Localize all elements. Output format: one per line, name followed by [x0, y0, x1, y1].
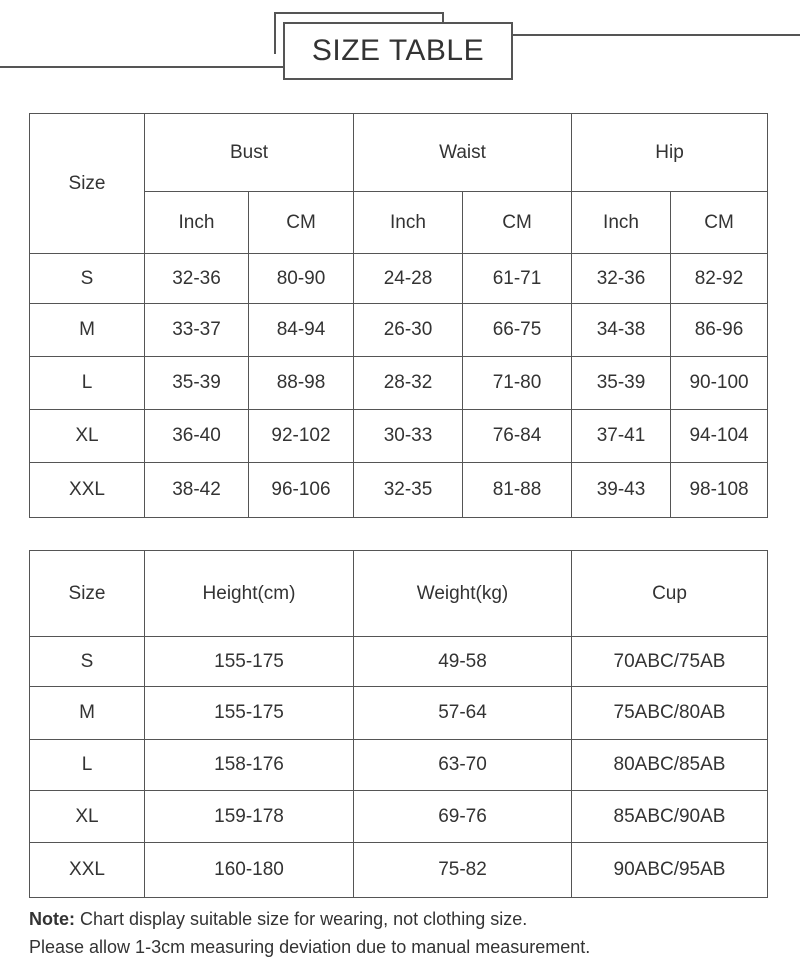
table-cell: 32-36: [572, 254, 671, 304]
table-row: [30, 637, 768, 687]
height-header: Height(cm): [145, 551, 354, 637]
size-cell: L: [30, 357, 145, 410]
size-cell: XL: [30, 791, 145, 843]
page-title: SIZE TABLE: [311, 34, 485, 67]
note-text-1: Chart display suitable size for wearing, not clothing size.: [75, 909, 528, 929]
table-row: [30, 410, 768, 463]
title-frame: [283, 22, 513, 80]
size-cell: M: [30, 304, 145, 357]
size-cell: XXL: [30, 463, 145, 518]
height-cell: 155-175: [145, 637, 354, 687]
weight-cell: 49-58: [354, 637, 572, 687]
table-row: [30, 357, 768, 410]
table-cell: 61-71: [463, 254, 572, 304]
table-row: [30, 254, 768, 304]
table-cell: 38-42: [145, 463, 249, 518]
table-cell: 39-43: [572, 463, 671, 518]
table-cell: 32-36: [145, 254, 249, 304]
table-header-row: [30, 551, 768, 637]
table-cell: 36-40: [145, 410, 249, 463]
weight-header: Weight(kg): [354, 551, 572, 637]
size-header: Size: [30, 551, 145, 637]
header-rule-right: [512, 34, 800, 36]
table-cell: 28-32: [354, 357, 463, 410]
unit-header: Inch: [145, 192, 249, 254]
table-cell: 30-33: [354, 410, 463, 463]
table-cell: 33-37: [145, 304, 249, 357]
table-cell: 84-94: [249, 304, 354, 357]
table-cell: 96-106: [249, 463, 354, 518]
table-cell: 76-84: [463, 410, 572, 463]
size-cell: S: [30, 254, 145, 304]
cup-cell: 80ABC/85AB: [572, 740, 768, 791]
table-cell: 92-102: [249, 410, 354, 463]
table-cell: 71-80: [463, 357, 572, 410]
table-cell: 26-30: [354, 304, 463, 357]
table-cell: 90-100: [671, 357, 768, 410]
height-cell: 159-178: [145, 791, 354, 843]
table-row: [30, 304, 768, 357]
weight-cell: 57-64: [354, 687, 572, 740]
height-cell: 155-175: [145, 687, 354, 740]
hip-header: Hip: [572, 114, 768, 192]
size-cell: M: [30, 687, 145, 740]
cup-cell: 70ABC/75AB: [572, 637, 768, 687]
table-cell: 80-90: [249, 254, 354, 304]
bust-header: Bust: [145, 114, 354, 192]
size-cell: L: [30, 740, 145, 791]
size-cell: S: [30, 637, 145, 687]
size-header: Size: [30, 114, 145, 254]
note-line-1: [29, 909, 527, 930]
weight-cell: 69-76: [354, 791, 572, 843]
measurement-table: [29, 113, 768, 518]
fit-table: [29, 550, 768, 898]
waist-header: Waist: [354, 114, 572, 192]
table-row: [30, 791, 768, 843]
note-line-2: Please allow 1-3cm measuring deviation due to manual measurement.: [29, 937, 591, 957]
cup-cell: 75ABC/80AB: [572, 687, 768, 740]
unit-header: Inch: [354, 192, 463, 254]
unit-header: CM: [463, 192, 572, 254]
size-cell: XL: [30, 410, 145, 463]
table-row: [30, 843, 768, 898]
table-row: [30, 740, 768, 791]
table-row: [30, 463, 768, 518]
note-label: Note:: [29, 909, 75, 929]
table-cell: 35-39: [572, 357, 671, 410]
unit-header: CM: [671, 192, 768, 254]
size-cell: XXL: [30, 843, 145, 898]
cup-cell: 85ABC/90AB: [572, 791, 768, 843]
table-cell: 86-96: [671, 304, 768, 357]
table-header-row: [30, 114, 768, 192]
table-cell: 98-108: [671, 463, 768, 518]
table-cell: 66-75: [463, 304, 572, 357]
header-rule-left: [0, 66, 283, 68]
weight-cell: 75-82: [354, 843, 572, 898]
table-cell: 35-39: [145, 357, 249, 410]
table-cell: 82-92: [671, 254, 768, 304]
unit-header: CM: [249, 192, 354, 254]
unit-header: Inch: [572, 192, 671, 254]
table-cell: 37-41: [572, 410, 671, 463]
height-cell: 160-180: [145, 843, 354, 898]
cup-header: Cup: [572, 551, 768, 637]
table-row: [30, 687, 768, 740]
cup-cell: 90ABC/95AB: [572, 843, 768, 898]
height-cell: 158-176: [145, 740, 354, 791]
table-cell: 34-38: [572, 304, 671, 357]
weight-cell: 63-70: [354, 740, 572, 791]
table-cell: 94-104: [671, 410, 768, 463]
table-cell: 88-98: [249, 357, 354, 410]
table-cell: 81-88: [463, 463, 572, 518]
table-cell: 24-28: [354, 254, 463, 304]
table-cell: 32-35: [354, 463, 463, 518]
